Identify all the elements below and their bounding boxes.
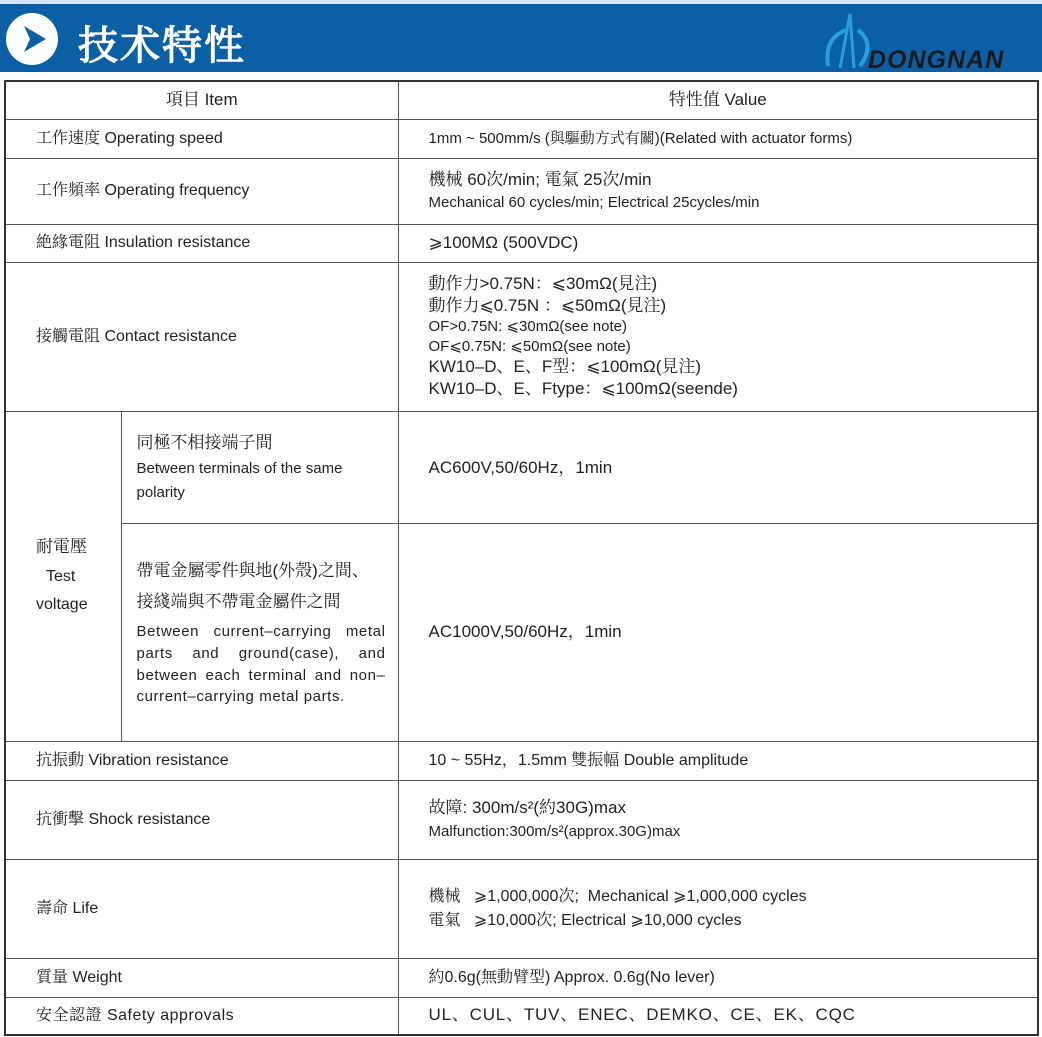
row-label [5,411,121,741]
table-row [5,958,1038,997]
page-title: 技术特性 [78,23,246,69]
value-line: 電氣 ⩾10,000次; Electrical ⩾10,000 cycles [428,911,742,929]
table-row [5,411,1038,523]
sub-label-zh: 帶電金屬零件與地(外殼)之間、 [136,560,369,580]
value-line: 機械 60次/min; 電氣 25次/min [428,169,652,189]
row-value [398,859,1038,958]
spec-table [4,80,1039,1036]
value-line: Malfunction:300m/s²(approx.30G)max [428,822,681,840]
value-line: 故障: 300m/s²(約30G)max [428,798,626,818]
value-line: 動作力>0.75N：⩽30mΩ(見注) [428,273,658,293]
column-header-item: 項目 Item [5,81,398,119]
sub-label-zh: 接綫端與不帶電金屬件之間 [136,591,341,611]
row-label: 安全認證 Safety approvals [5,997,398,1035]
voltage-label-en: voltage [36,596,88,614]
row-value [398,158,1038,224]
sub-label-zh: 同極不相接端子間 [136,433,273,453]
row-label: 質量 Weight [5,958,398,997]
table-row [5,997,1038,1035]
voltage-label-zh: 耐電壓 [36,536,87,556]
table-row [5,119,1038,158]
sub-label-en: Between terminals of the same polarity [136,459,343,501]
row-value: UL、CUL、TUV、ENEC、DEMKO、CE、EK、CQC [398,997,1038,1035]
row-label: 絶緣電阻 Insulation resistance [5,224,398,262]
table-row [5,741,1038,780]
row-label: 抗振動 Vibration resistance [5,741,398,780]
dongnan-logo [820,8,1042,76]
table-row [5,523,1038,741]
table-row [5,262,1038,411]
value-line: KW10–D、E、F型：⩽100mΩ(見注) [428,357,702,376]
row-value: 10 ~ 55Hz，1.5mm 雙振幅 Double amplitude [398,741,1038,780]
voltage-label-en: Test [46,567,76,585]
row-label: 接觸電阻 Contact resistance [5,262,398,411]
row-value [398,262,1038,411]
sub-label [121,411,398,523]
value-line: OF⩽0.75N: ⩽50mΩ(see note) [428,337,631,355]
row-label: 抗衝擊 Shock resistance [5,780,398,859]
column-header-value: 特性值 Value [398,81,1038,119]
table-row [5,158,1038,224]
value-line: Mechanical 60 cycles/min; Electrical 25cycles/min [428,194,760,212]
row-value: AC1000V,50/60Hz，1min [398,523,1038,741]
row-value [398,780,1038,859]
brand-name: DONGNAN [868,46,1005,74]
table-row [5,780,1038,859]
value-line: OF>0.75N: ⩽30mΩ(see note) [428,318,627,335]
row-label: 工作速度 Operating speed [5,119,398,158]
table-row [5,224,1038,262]
row-label: 壽命 Life [5,859,398,958]
row-value: ⩾100MΩ (500VDC) [398,224,1038,262]
row-value: 1mm ~ 500mm/s (與驅動方式有關)(Related with actuator forms) [398,119,1038,158]
value-line: KW10–D、E、Ftype：⩽100mΩ(seende) [428,379,738,399]
value-line: 機械 ⩾1,000,000次; Mechanical ⩾1,000,000 cycles [428,888,807,906]
header-banner [0,4,1042,72]
row-value: AC600V,50/60Hz，1min [398,411,1038,523]
table-row [5,859,1038,958]
row-value: 約0.6g(無動臂型) Approx. 0.6g(No lever) [398,958,1038,997]
value-line: 動作力⩽0.75N ：⩽50mΩ(見注) [428,295,667,315]
row-label: 工作頻率 Operating frequency [5,158,398,224]
table-header-row [5,81,1038,119]
play-icon [6,13,58,65]
sub-label [121,523,398,741]
sub-label-en: Between current–carrying metal parts and ground(case), and between each terminal and non–current–carrying metal parts. [136,623,386,706]
